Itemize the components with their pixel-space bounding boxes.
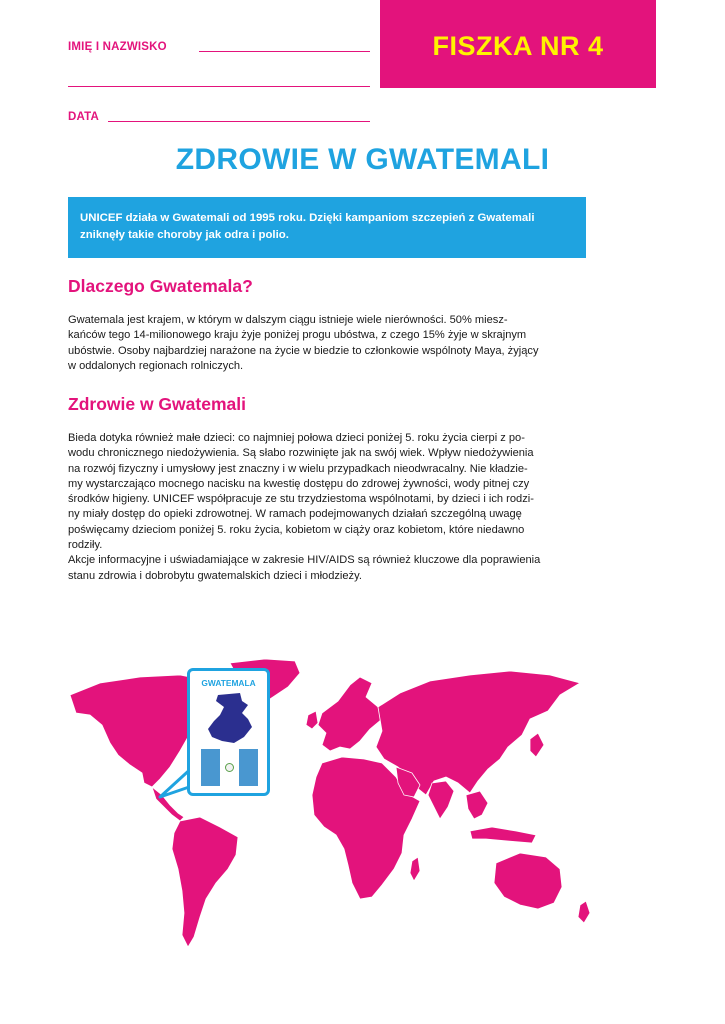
page-title: ZDROWIE W GWATEMALI xyxy=(175,143,550,176)
guatemala-flag xyxy=(201,749,258,786)
text-line: ny miały dostęp do opieki zdrowotnej. W ramach podejmowanych działań szczególną uwagę xyxy=(68,508,522,521)
name-label: IMIĘ I NAZWISKO xyxy=(68,41,167,53)
southeast-asia xyxy=(466,791,488,819)
date-field-line[interactable] xyxy=(108,121,370,122)
info-line: zniknęły takie choroby jak odra i polio. xyxy=(80,229,289,241)
section-text-why xyxy=(68,313,592,374)
coat-of-arms-icon xyxy=(225,763,234,772)
section-heading-health: Zdrowie w Gwatemali xyxy=(68,394,246,414)
section-heading-why: Dlaczego Gwatemala? xyxy=(68,276,253,296)
guatemala-callout xyxy=(187,668,270,796)
text-line: Akcje informacyjne i uświadamiające w zakresie HIV/AIDS są również kluczowe dla poprawienia xyxy=(68,554,541,567)
text-line: kańców tego 14-milionowego kraju żyje poniżej progu ubóstwa, z czego 15% żyje w skrajnym xyxy=(68,329,527,342)
text-line: ubóstwie. Osoby najbardziej narażone na życie w biedzie to członkowie wspólnoty Maya, żyjący xyxy=(68,344,539,357)
callout-label: GWATEMALA xyxy=(201,678,256,688)
europe xyxy=(318,677,382,751)
text-line: środków higieny. UNICEF współpracuje ze stu trzydziestoma wspólnotami, by dzieci i ich rodzi- xyxy=(68,493,534,506)
card-number-badge xyxy=(380,0,656,88)
new-zealand xyxy=(578,901,590,923)
india xyxy=(428,781,454,819)
info-box xyxy=(68,197,586,258)
south-america xyxy=(172,817,238,947)
text-line: stanu zdrowia i dobrobytu gwatemalskich dzieci i młodzieży. xyxy=(68,569,362,582)
card-number: FISZKA NR 4 xyxy=(432,30,604,61)
name-field-line-2[interactable] xyxy=(68,86,370,87)
text-line: Bieda dotyka również małe dzieci: co najmniej połowa dzieci poniżej 5. roku życia cierpi z po- xyxy=(68,432,525,444)
world-map xyxy=(60,655,620,955)
date-label: DATA xyxy=(68,111,100,123)
text-line: Gwatemala jest krajem, w którym w dalszym ciągu istnieje wiele nierówności. 50% miesz- xyxy=(68,314,508,326)
uk xyxy=(306,711,318,729)
text-line: wodu chronicznego niedożywienia. Są słabo rozwinięte jak na swój wiek. Wpływ niedożywienia xyxy=(68,447,534,460)
section-text-health xyxy=(68,431,592,584)
text-line: rodziły. xyxy=(68,539,103,552)
text-line: poświęcamy dzieciom poniżej 5. roku życia, kobietom w ciąży oraz kobietom, które niedawno xyxy=(68,523,525,536)
info-line: UNICEF działa w Gwatemali od 1995 roku. Dzięki kampaniom szczepień z Gwatemali xyxy=(80,212,535,224)
text-line: na rozwój fizyczny i umysłowy jest znaczny i w wielu przypadkach nieodwracalny. Nie kładzie- xyxy=(68,462,528,475)
name-field-line[interactable] xyxy=(199,51,370,52)
text-line: w oddalonych regionach rolniczych. xyxy=(68,359,244,372)
text-line: my wystarczająco mocnego nacisku na kwestię dostępu do zdrowej żywności, wody pitnej czy xyxy=(68,477,530,490)
indonesia xyxy=(470,827,536,843)
madagascar xyxy=(410,857,420,881)
japan xyxy=(530,733,544,757)
australia xyxy=(494,853,562,909)
